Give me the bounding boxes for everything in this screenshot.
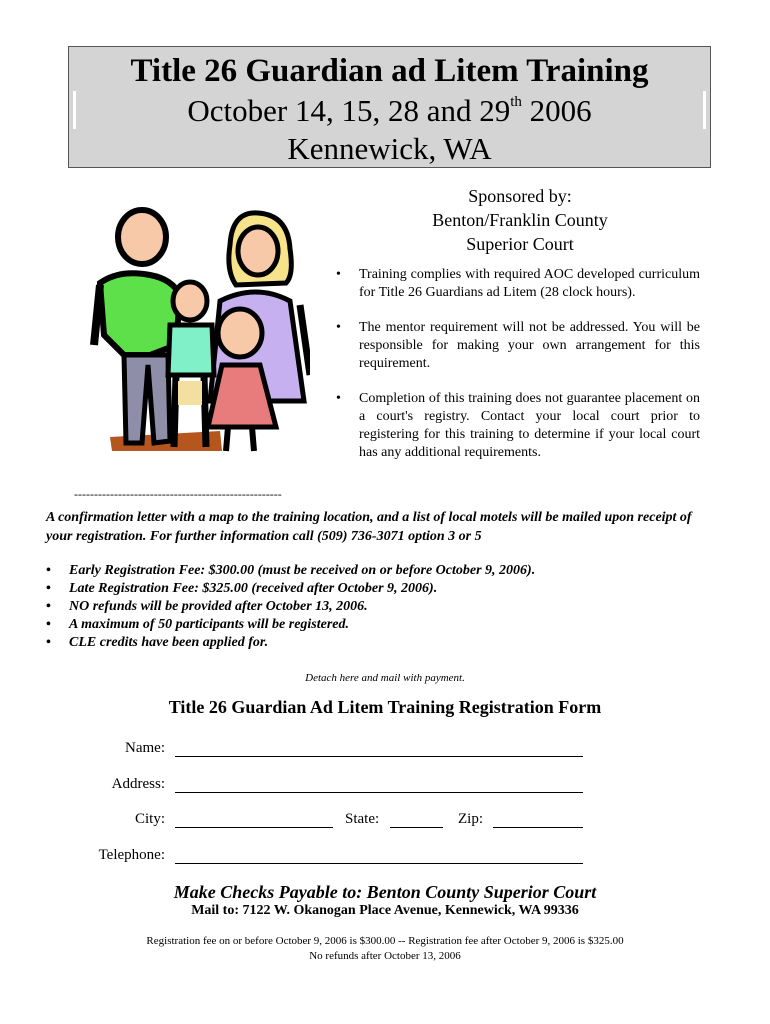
refund-notice: No refunds after October 13, 2006 bbox=[309, 950, 461, 962]
fee-list bbox=[46, 562, 535, 652]
address-field[interactable] bbox=[175, 778, 583, 793]
state-label: State: bbox=[345, 811, 380, 827]
sponsor-court: Superior Court bbox=[466, 234, 574, 254]
city-field[interactable] bbox=[175, 813, 333, 828]
list-item: • Training complies with required AOC developed curriculum for Title 26 Guardians ad Litem (28 clock hours). bbox=[334, 266, 700, 302]
telephone-field[interactable] bbox=[175, 849, 583, 864]
detach-instruction: Detach here and mail with payment. bbox=[305, 672, 465, 684]
address-label: Address: bbox=[111, 776, 165, 792]
training-dates bbox=[69, 93, 710, 129]
mail-to-address: Mail to: 7122 W. Okanogan Place Avenue, Kennewick, WA 99336 bbox=[191, 903, 579, 918]
list-item: • A maximum of 50 participants will be registered. bbox=[46, 616, 535, 634]
state-field[interactable] bbox=[390, 813, 443, 828]
training-location: Kennewick, WA bbox=[287, 131, 492, 166]
fee-summary: Registration fee on or before October 9, 2006 is $300.00 -- Registration fee after October 9, 2006 is $325.00 bbox=[146, 935, 624, 947]
list-item: • CLE credits have been applied for. bbox=[46, 634, 535, 652]
family-clipart-image bbox=[90, 205, 310, 455]
divider-line: ---------------------------------------------------- bbox=[74, 487, 282, 501]
list-item: • Late Registration Fee: $325.00 (received after October 9, 2006). bbox=[46, 580, 535, 598]
city-label: City: bbox=[134, 811, 165, 827]
sponsor-block bbox=[400, 184, 640, 256]
sponsor-label: Sponsored by: bbox=[468, 186, 572, 206]
payable-to: Make Checks Payable to: Benton County Superior Court bbox=[173, 882, 597, 902]
training-notes-list bbox=[334, 266, 700, 479]
zip-field[interactable] bbox=[493, 813, 583, 828]
telephone-label: Telephone: bbox=[98, 847, 165, 863]
confirmation-paragraph: A confirmation letter with a map to the training location, and a list of local motels will be mailed upon receipt of your registration. For further information call (509) 736-3071 option 3 or 5 bbox=[46, 510, 692, 544]
name-label: Name: bbox=[125, 740, 165, 756]
zip-label: Zip: bbox=[458, 811, 483, 827]
page-title: Title 26 Guardian ad Litem Training bbox=[130, 53, 649, 89]
list-item: • Completion of this training does not guarantee placement on a court's registry. Contact your local court prior to registering for this training to determine if your local court has any additional requirements. bbox=[334, 390, 700, 462]
form-title: Title 26 Guardian Ad Litem Training Registration Form bbox=[168, 697, 602, 717]
name-field[interactable] bbox=[175, 742, 583, 757]
dates-year: 2006 bbox=[521, 93, 592, 128]
header-banner bbox=[68, 46, 711, 168]
dates-superscript: th bbox=[510, 93, 522, 110]
list-item: • The mentor requirement will not be addressed. You will be responsible for making your own arrangement for this requirement. bbox=[334, 319, 700, 373]
list-item: • Early Registration Fee: $300.00 (must be received on or before October 9, 2006). bbox=[46, 562, 535, 580]
sponsor-name: Benton/Franklin County bbox=[432, 210, 608, 230]
dates-text: October 14, 15, 28 and 29 bbox=[187, 93, 511, 128]
list-item: • NO refunds will be provided after October 13, 2006. bbox=[46, 598, 535, 616]
